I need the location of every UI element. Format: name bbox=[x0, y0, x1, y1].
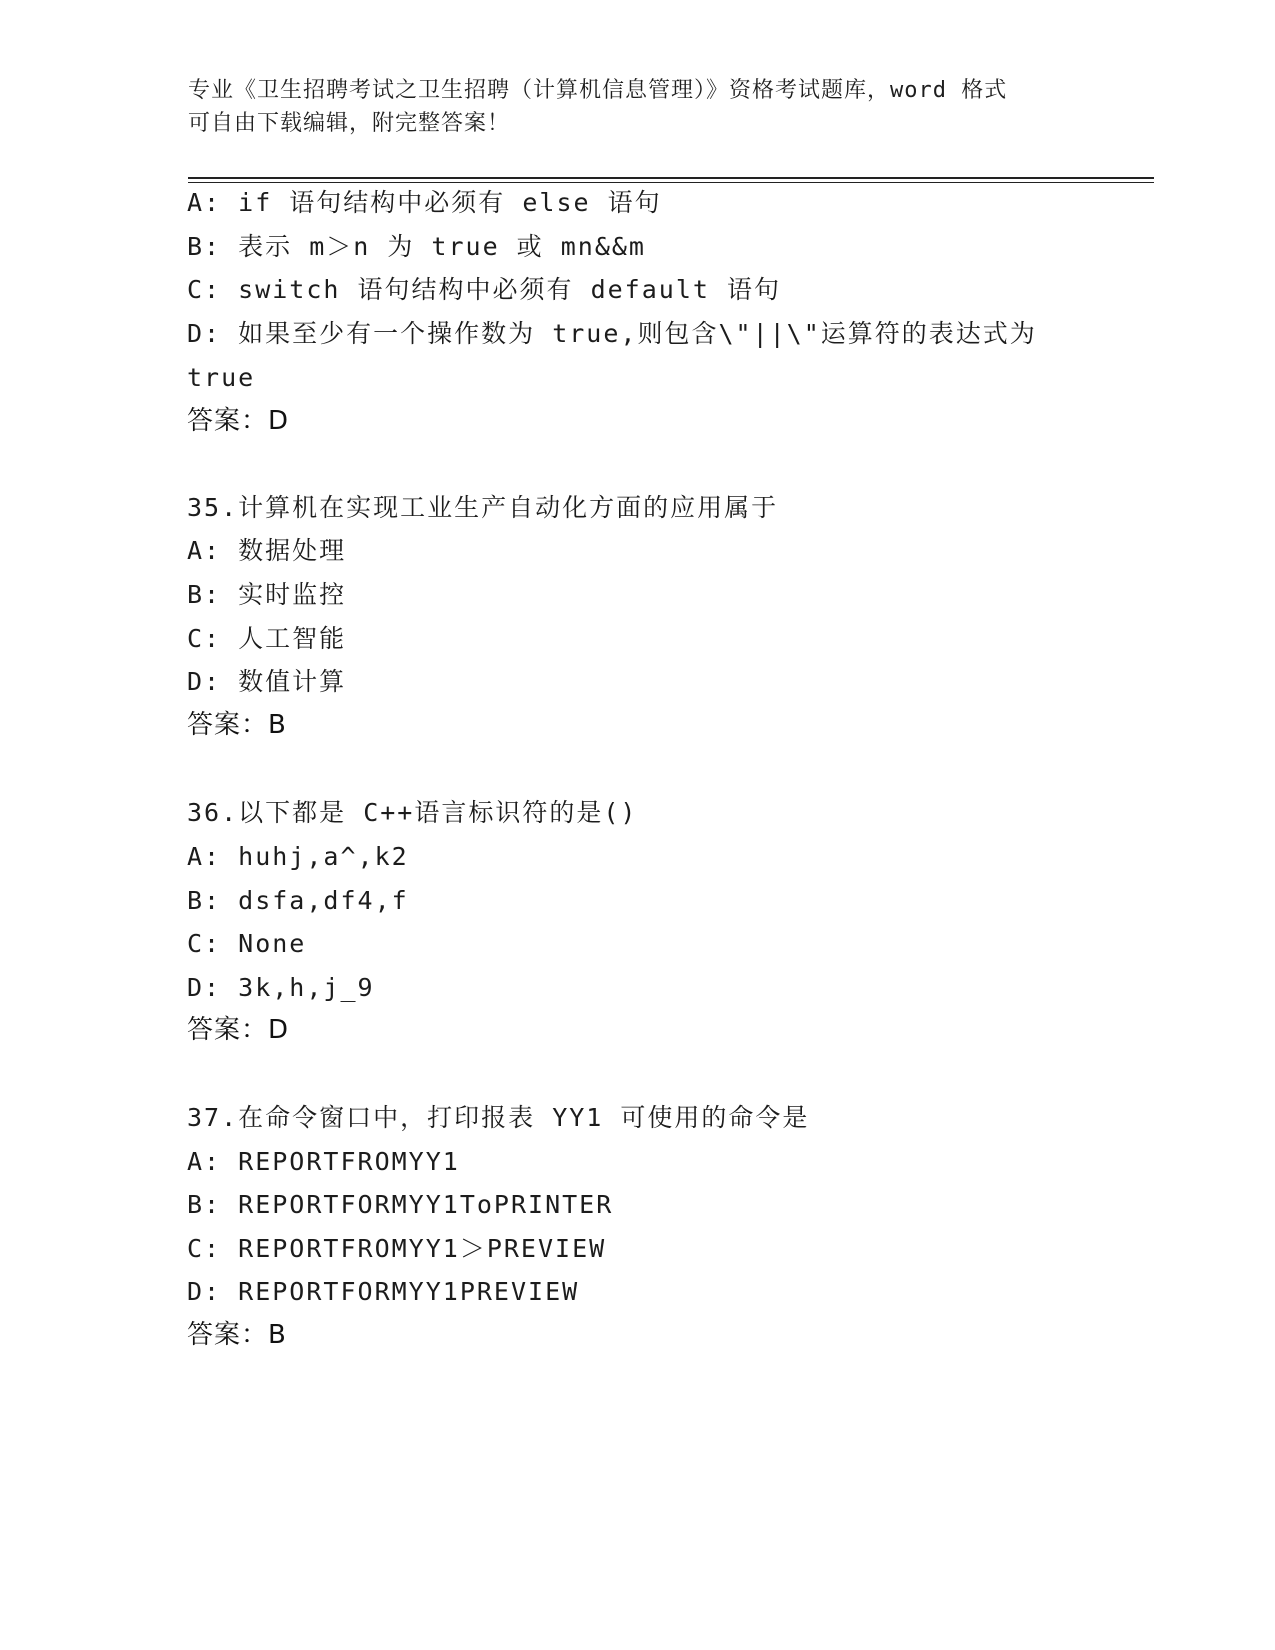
answer-label: 答案：D bbox=[187, 406, 290, 436]
option-a: A: if 语句结构中必须有 else 语句 bbox=[187, 188, 662, 217]
option-d-continued: true bbox=[187, 363, 256, 392]
option-a: A: 数据处理 bbox=[187, 536, 347, 565]
option-c: C: REPORTFROMYY1＞PREVIEW bbox=[187, 1234, 607, 1263]
option-a: A: REPORTFROMYY1 bbox=[187, 1147, 460, 1176]
document-header bbox=[188, 74, 1088, 140]
option-d: D: 3k,h,j_9 bbox=[187, 973, 375, 1002]
option-b: B: REPORTFORMYY1ToPRINTER bbox=[187, 1190, 614, 1219]
answer-label: 答案：B bbox=[187, 1320, 287, 1350]
option-a: A: huhj,a^,k2 bbox=[187, 842, 409, 871]
option-c: C: 人工智能 bbox=[187, 624, 347, 653]
header-title-line-2: 可自由下载编辑，附完整答案！ bbox=[188, 111, 511, 136]
option-b: B: 实时监控 bbox=[187, 580, 347, 609]
header-divider-thick bbox=[188, 177, 1154, 179]
option-c: C: None bbox=[187, 929, 307, 958]
header-divider-thin bbox=[188, 182, 1154, 183]
question-text: 35.计算机在实现工业生产自动化方面的应用属于 bbox=[187, 493, 779, 522]
question-text: 37.在命令窗口中，打印报表 YY1 可使用的命令是 bbox=[187, 1103, 810, 1132]
option-d: D: 数值计算 bbox=[187, 667, 347, 696]
option-b: B: 表示 m＞n 为 true 或 mn&&m bbox=[187, 232, 646, 261]
option-d: D: REPORTFORMYY1PREVIEW bbox=[187, 1277, 580, 1306]
option-b: B: dsfa,df4,f bbox=[187, 886, 409, 915]
question-text: 36.以下都是 C++语言标识符的是() bbox=[187, 798, 638, 827]
answer-label: 答案：B bbox=[187, 710, 287, 740]
option-c: C: switch 语句结构中必须有 default 语句 bbox=[187, 275, 781, 304]
answer-label: 答案：D bbox=[187, 1015, 290, 1045]
header-title-line-1: 专业《卫生招聘考试之卫生招聘（计算机信息管理）》资格考试题库，word 格式 bbox=[188, 78, 1008, 103]
option-d: D: 如果至少有一个操作数为 true,则包含\"||\"运算符的表达式为 bbox=[187, 319, 1037, 348]
